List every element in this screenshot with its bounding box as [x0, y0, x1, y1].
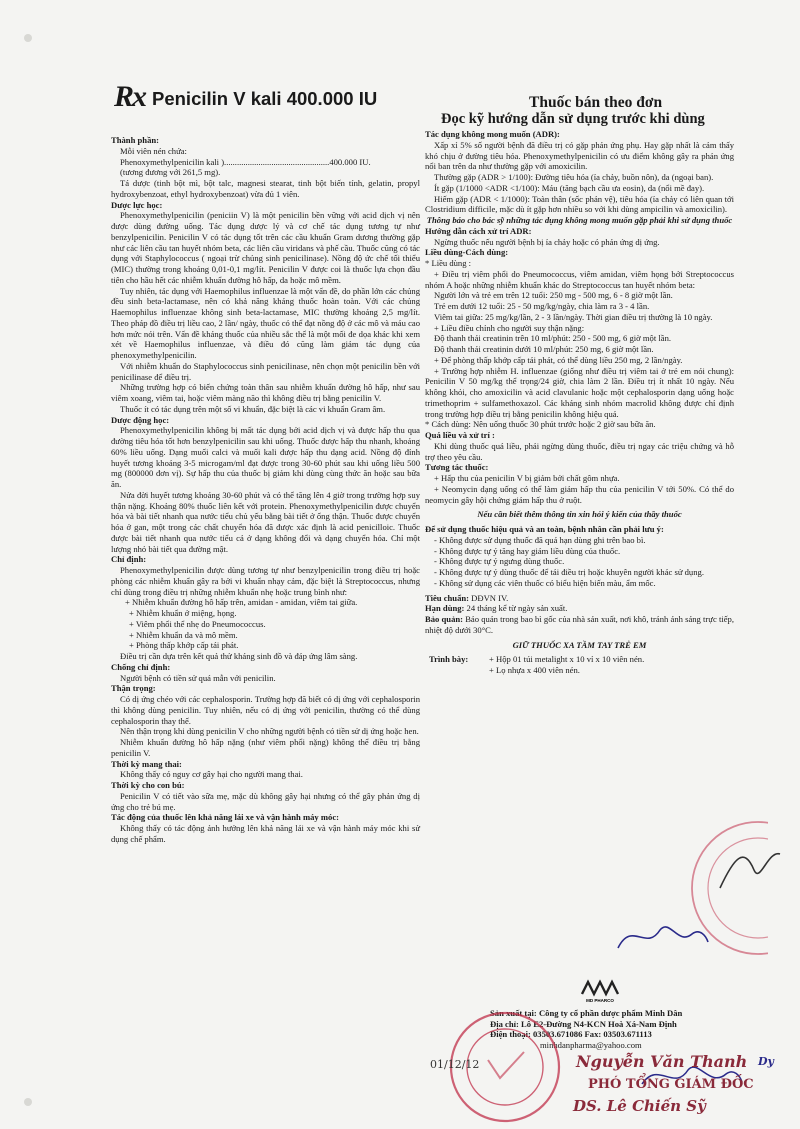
- presentation-line: [425, 654, 734, 665]
- section-heading: Tương tác thuốc:: [425, 462, 489, 473]
- right-column: [425, 129, 734, 676]
- body-paragraph: Độ thanh thải creatinin dưới 10 ml/phút: 250 mg, 6 giờ một lần.: [434, 344, 654, 354]
- section-heading: Chống chỉ định:: [111, 661, 171, 672]
- body-paragraph: + Liều điều chỉnh cho người suy thận nặng:: [434, 322, 585, 333]
- body-paragraph: + Neomycin dạng uống có thể làm giảm hấp thu của penicilin V tới 50%. Có thể do neomycin gây hội chứng giảm hấp thu ở ruột.: [425, 483, 734, 505]
- body-paragraph: Thuốc ít có tác dụng trên một số vi khuẩn, đặc biệt là các vi khuẩn Gram âm.: [120, 403, 386, 414]
- body-paragraph: Những trường hợp có biến chứng toàn thân sau nhiễm khuẩn đường hô hấp, như sau viêm xoang, viêm tai, hoặc viêm màng não thì không điều trị bằng penicilin V.: [111, 382, 420, 403]
- body-paragraph: * Liều dùng :: [425, 258, 472, 268]
- logo-text: MD PHARCO: [586, 998, 614, 1003]
- section-heading: Để sử dụng thuốc hiệu quả và an toàn, bệnh nhân cần phải lưu ý:: [425, 524, 664, 534]
- line-value: DĐVN IV.: [469, 592, 509, 603]
- emphasis-note: Nếu cần biết thêm thông tin xin hỏi ý kiến của thầy thuốc: [477, 509, 682, 520]
- manufacturer-email: minhdanpharma@yahoo.com: [540, 1039, 642, 1050]
- body-paragraph: * Cách dùng: Nên uống thuốc 30 phút trước hoặc 2 giờ sau bữa ăn.: [425, 419, 656, 430]
- labeled-line: [425, 593, 734, 604]
- body-paragraph: Độ thanh thải creatinin trên 10 ml/phút: 250 - 500 mg, 6 giờ một lần.: [434, 333, 672, 344]
- body-paragraph: + Nhiễm khuẩn đường hô hấp trên, amidan - amidan, viêm tai giữa.: [125, 597, 358, 608]
- manufacturer-phone: Điện thoại: 03503.671086 Fax: 03503.671113: [490, 1029, 652, 1039]
- emphasis-note: GIỮ THUỐC XA TẦM TAY TRẺ EM: [512, 639, 647, 650]
- body-paragraph: Trẻ em dưới 12 tuổi: 25 - 50 mg/kg/ngày, chia làm ra 3 - 4 lần.: [434, 301, 650, 311]
- section-heading: Dược động học:: [111, 414, 170, 425]
- section-heading: Chỉ định:: [111, 554, 147, 565]
- body-paragraph: Không thấy có nguy cơ gây hại cho người mang thai.: [120, 769, 303, 780]
- body-paragraph: Không thấy có tác động ảnh hưởng lên khả năng lái xe và vận hành máy móc khi sử dụng chế phẩm.: [111, 823, 420, 844]
- presentation-label: Trình bày:: [429, 654, 469, 665]
- left-column: [111, 135, 420, 845]
- section-heading: Thời kỳ mang thai:: [111, 758, 182, 769]
- body-paragraph: + Nhiễm khuẩn ở miệng, họng.: [129, 608, 237, 618]
- section-heading: Quá liều và xử trí :: [425, 430, 495, 440]
- corner-handwritten-mark: Dy: [758, 1055, 774, 1068]
- body-paragraph: + Hấp thu của penicilin V bị giảm bởi chất gôm nhựa.: [434, 473, 620, 483]
- body-paragraph: + Phòng thấp khớp cấp tái phát.: [129, 640, 239, 651]
- manufacturer-logo: [576, 978, 624, 1004]
- line-value: Bảo quản trong bao bì gốc của nhà sản xuất, nơi khô, tránh ánh sáng trực tiếp, nhiệt độ dưới 30°C.: [425, 614, 734, 635]
- signer-title: PHÓ TỔNG GIÁM ĐỐC: [588, 1077, 754, 1092]
- line-value: 24 tháng kể từ ngày sản xuất.: [464, 603, 568, 614]
- section-heading: Thời kỳ cho con bú:: [111, 780, 185, 790]
- body-paragraph: + Viêm phổi thể nhẹ do Pneumococcus.: [129, 618, 266, 629]
- presentation-line: + Lọ nhựa x 400 viên nén.: [489, 665, 580, 675]
- body-paragraph: Tá dược (tinh bột mì, bột talc, magnesi stearat, tinh bột biến tính, gelatin, propyl hydroxybenzoat, ethyl hydroxybenzoat) vừa đủ 1 viên.: [111, 178, 420, 199]
- body-paragraph: - Không được tự ý dùng thuốc để tái điều trị hoặc khuyên người khác sử dụng.: [434, 567, 704, 577]
- body-paragraph: Điều trị cần dựa trên kết quả thử kháng sinh đồ và đáp ứng lâm sàng.: [120, 651, 358, 661]
- body-paragraph: - Không được sử dụng thuốc đã quá hạn dùng ghi trên bao bì.: [434, 534, 646, 545]
- section-heading: Thận trọng:: [111, 683, 156, 694]
- second-signer-name: DS. Lê Chiến Sỹ: [573, 1097, 706, 1115]
- handwritten-initial-mark: [710, 840, 790, 900]
- body-paragraph: (tương đương với 261,5 mg).: [120, 167, 221, 178]
- handwritten-signature-1: [612, 912, 712, 962]
- section-heading: Tác dụng không mong muốn (ADR):: [425, 129, 560, 139]
- read-instructions-warning: Đọc kỹ hướng dẫn sử dụng trước khi dùng: [441, 111, 705, 127]
- body-paragraph: Mỗi viên nén chứa:: [120, 145, 187, 156]
- body-paragraph: - Không được tự ý ngưng dùng thuốc.: [434, 556, 565, 567]
- body-paragraph: + Để phòng thấp khớp cấp tái phát, có thể dùng liều 250 mg, 2 lần/ngày.: [434, 354, 683, 365]
- body-paragraph: Viêm tai giữa: 25 mg/kg/lần, 2 - 3 lần/ngày. Thời gian điều trị thường là 10 ngày.: [434, 311, 713, 322]
- section-heading: Liều dùng-Cách dùng:: [425, 247, 509, 258]
- body-paragraph: Tuy nhiên, tác dụng với Haemophilus influenzae là một vấn đề, do phần lớn các chủng đều sinh beta-lactamase, nên có khả năng kháng thuốc hoàn toàn. Với các chủng Haemophilus influenzae không sinh beta-lactamase, MIC thường khoảng 2,5 mg/lít. Theo pháp đồ điều trị liều cao, 2 lần/ ngày, thuốc có thể đạt nồng độ ở các mô và máu cao hơn mức nói trên. Vấn đề kháng thuốc của nhiều sắc thể là một mối đe dọa khác khi xem xét về Haemophilus influenzae, và điều đó cũng làm giảm tác dụng của phenoxymethylpenicilin.: [111, 285, 420, 360]
- body-paragraph: Xấp xỉ 5% số người bệnh đã điều trị có gặp phản ứng phụ. Hay gặp nhất là cảm thấy khó chịu ở đường tiêu hóa. Phenoxymethylpenicilin có ưu điểm không gây ra phản ứng nổi ban trên da như thường gặp với amoxicilin.: [425, 139, 734, 172]
- body-paragraph: Thường gặp (ADR > 1/100): Đường tiêu hóa (ỉa chảy, buồn nôn), da (ngoại ban).: [434, 172, 714, 182]
- body-paragraph: - Không sử dụng các viên thuốc có biểu hiện biến màu, ẩm mốc.: [434, 577, 656, 588]
- section-heading: Tác động của thuốc lên khả năng lái xe và vận hành máy móc:: [111, 812, 340, 823]
- body-paragraph: Penicilin V có tiết vào sữa mẹ, mặc dù không gây hại nhưng có thể gây phản ứng dị ứng cho trẻ bú mẹ.: [111, 790, 420, 812]
- body-paragraph: + Điều trị viêm phổi do Pneumococcus, viêm amidan, viêm họng bởi Streptococcus nhóm A hoặc những nhiễm khuẩn khác do Streptococcus tan huyết nhóm beta:: [425, 268, 734, 290]
- body-paragraph: Phenoxymethylpenicilin được dùng tương tự như benzylpenicilin trong điều trị hoặc phòng các nhiễm khuẩn gây ra bởi vi khuẩn nhạy cảm, đặc biệt là Streptococcus, nhưng chỉ dùng trong điều trị những nhiễm khuẩn nhẹ hoặc trung bình như:: [111, 565, 420, 597]
- body-paragraph: Phenoxymethylpenicilin (peniciin V) là một penicilin bền vững với acid dịch vị nên được dùng đường uống. Tác dụng dược lý và cơ chế tác dụng tương tự như benzylpenicilin. Penicilin V có tác dụng tốt trên các cầu khuẩn Gram dương thường gặp như các liên cầu tan huyết nhóm beta, các liên cầu viridans và phế cầu. Thuốc cũng có tác dụng với Staphylococcus ( ngoại trừ chủng sinh penicilinase). Nồng độ ức chế tối thiểu (MIC) thường trong khoảng 0,01-0,1 mg/lít. Penicilin V được coi là thuốc lựa chọn đầu tiên cho hầu hết các nhiễm khuẩn đường hô hấp, da hoặc mô mềm.: [111, 210, 420, 285]
- body-paragraph: + Nhiễm khuẩn da và mô mềm.: [129, 629, 238, 640]
- signature-date: 01/12/12: [430, 1058, 480, 1071]
- rx-symbol: Rx: [114, 80, 146, 113]
- manufacturer-address: Địa chỉ: Lô E2-Đường N4-KCN Hoà Xá-Nam Định: [490, 1018, 677, 1029]
- body-paragraph: Ít gặp (1/1000 <ADR <1/100): Máu (tăng bạch cầu ưa eosin), da (nổi mề đay).: [434, 182, 705, 193]
- body-paragraph: Nhiễm khuẩn đường hô hấp nặng (như viêm phổi nặng) không thể điều trị bằng penicilin V.: [111, 737, 420, 758]
- body-paragraph: Người bệnh có tiền sử quá mẫn với penicilin.: [120, 672, 276, 683]
- body-paragraph: Nên thận trọng khi dùng penicilin V cho những người bệnh có tiền sử dị ứng hoặc hen.: [120, 726, 419, 737]
- body-paragraph: + Trường hợp nhiễm H. influenzae (giống như điều trị viêm tai ở trẻ em nói chung): Penicilin V 50 mg/kg thể trọng/24 giờ, chia làm 2 lần. Điều trị ít nhất 10 ngày. Nếu không khỏi, cho amoxicilin và acid clavulanic hoặc một cephalosporin dạng uống hoặc trimethoprim + sulfamethoxazol. Các kháng sinh nhóm macrolid không được chỉ định trong trường hợp điều trị bằng penicilin không hiệu quả.: [425, 365, 734, 419]
- body-paragraph: Ngừng thuốc nếu người bệnh bị ỉa chảy hoặc có phản ứng dị ứng.: [434, 236, 660, 247]
- body-paragraph: - Không được tự ý tăng hay giảm liều dùng của thuốc.: [434, 545, 621, 556]
- body-paragraph: Hiếm gặp (ADR < 1/1000): Toàn thân (sốc phản vệ), tiêu hóa (ỉa chảy có liên quan tới Clostridium difficile, mặc dù ít gặp hơn nhiều so với khi dùng ampicilin và amoxicilin).: [425, 193, 734, 215]
- section-heading: Hướng dẫn cách xử trí ADR:: [425, 225, 532, 236]
- body-paragraph: Người lớn và trẻ em trên 12 tuổi: 250 mg - 500 mg, 6 - 8 giờ một lần.: [434, 290, 673, 301]
- manufacturer-name: Sản xuất tại: Công ty cổ phần dược phẩm Minh Dân: [490, 1008, 683, 1018]
- body-paragraph: Với nhiễm khuẩn do Staphylococcus sinh penicilinase, nên chọn một penicilin bền với penicilinase để điều trị.: [111, 360, 420, 382]
- emphasis-note: Thông báo cho bác sỹ những tác dụng không mong muốn gặp phải khi sử dụng thuốc: [426, 215, 733, 225]
- body-paragraph: Khi dùng thuốc quá liều, phải ngừng dùng thuốc, điều trị ngay các triệu chứng và hỗ trợ theo yêu cầu.: [425, 440, 734, 462]
- signer-name: Nguyễn Văn Thanh: [576, 1052, 748, 1071]
- product-title: Penicilin V kali 400.000 IU: [152, 88, 378, 109]
- labeled-line: [425, 603, 734, 614]
- prescription-note: Thuốc bán theo đơn: [529, 94, 663, 111]
- labeled-line: [425, 614, 734, 636]
- line-label: Bảo quản:: [425, 614, 464, 624]
- section-heading: Thành phần:: [111, 135, 160, 145]
- line-label: Hạn dùng:: [425, 603, 465, 614]
- body-paragraph: Phenoxymethylpenicilin không bị mất tác dụng bởi acid dịch vị và được hấp thu qua đường tiêu hóa tốt hơn benzylpenicilin sau khi uống. Thuốc được hấp thu nhanh, khoảng 60% liều uống. Dạng muối calci và muối kali được hấp thu dạng acid. Nồng độ đỉnh huyết tương khoảng 3-5 microgam/ml đạt được trong 30-60 phút sau khi uống liều 500 mg (800000 đơn vị). Sự hấp thu của thuốc bị giảm khi dùng cùng thức ăn hoặc sau bữa ăn.: [111, 425, 420, 489]
- body-paragraph: Nửa đời huyết tương khoảng 30-60 phút và có thể tăng lên 4 giờ trong trường hợp suy thận nặng. Khoảng 80% thuốc liên kết với protein. Phenoxymethylpenicilin được chuyển hóa và bài tiết nhanh qua nước tiểu chủ yếu bằng bài tiết ở ống thận. Thuốc được chuyển hóa ở gan, một trong các chất chuyển hóa đã được xác định là acid penicilloic. Thuốc được bài tiết nhanh qua nước tiểu cả ở dạng không đổi và dạng chuyển hóa. Chỉ một lượng nhỏ bài tiết qua đường mật.: [111, 489, 420, 554]
- line-label: Tiêu chuẩn:: [425, 592, 470, 603]
- presentation-value: + Hộp 01 túi metalight x 10 vỉ x 10 viên nén.: [489, 654, 645, 665]
- body-paragraph: Có dị ứng chéo với các cephalosporin. Trường hợp đã biết có dị ứng với cephalosporin thì không dùng penicilin. Tuy nhiên, nếu có dị ứng với penicilin, thường có thể dùng cephalosporin thay thế.: [111, 694, 420, 726]
- body-paragraph: Phenoxymethylpenicilin kali ).................................................400.000 IU.: [120, 156, 371, 167]
- section-heading: Dược lực học:: [111, 199, 163, 210]
